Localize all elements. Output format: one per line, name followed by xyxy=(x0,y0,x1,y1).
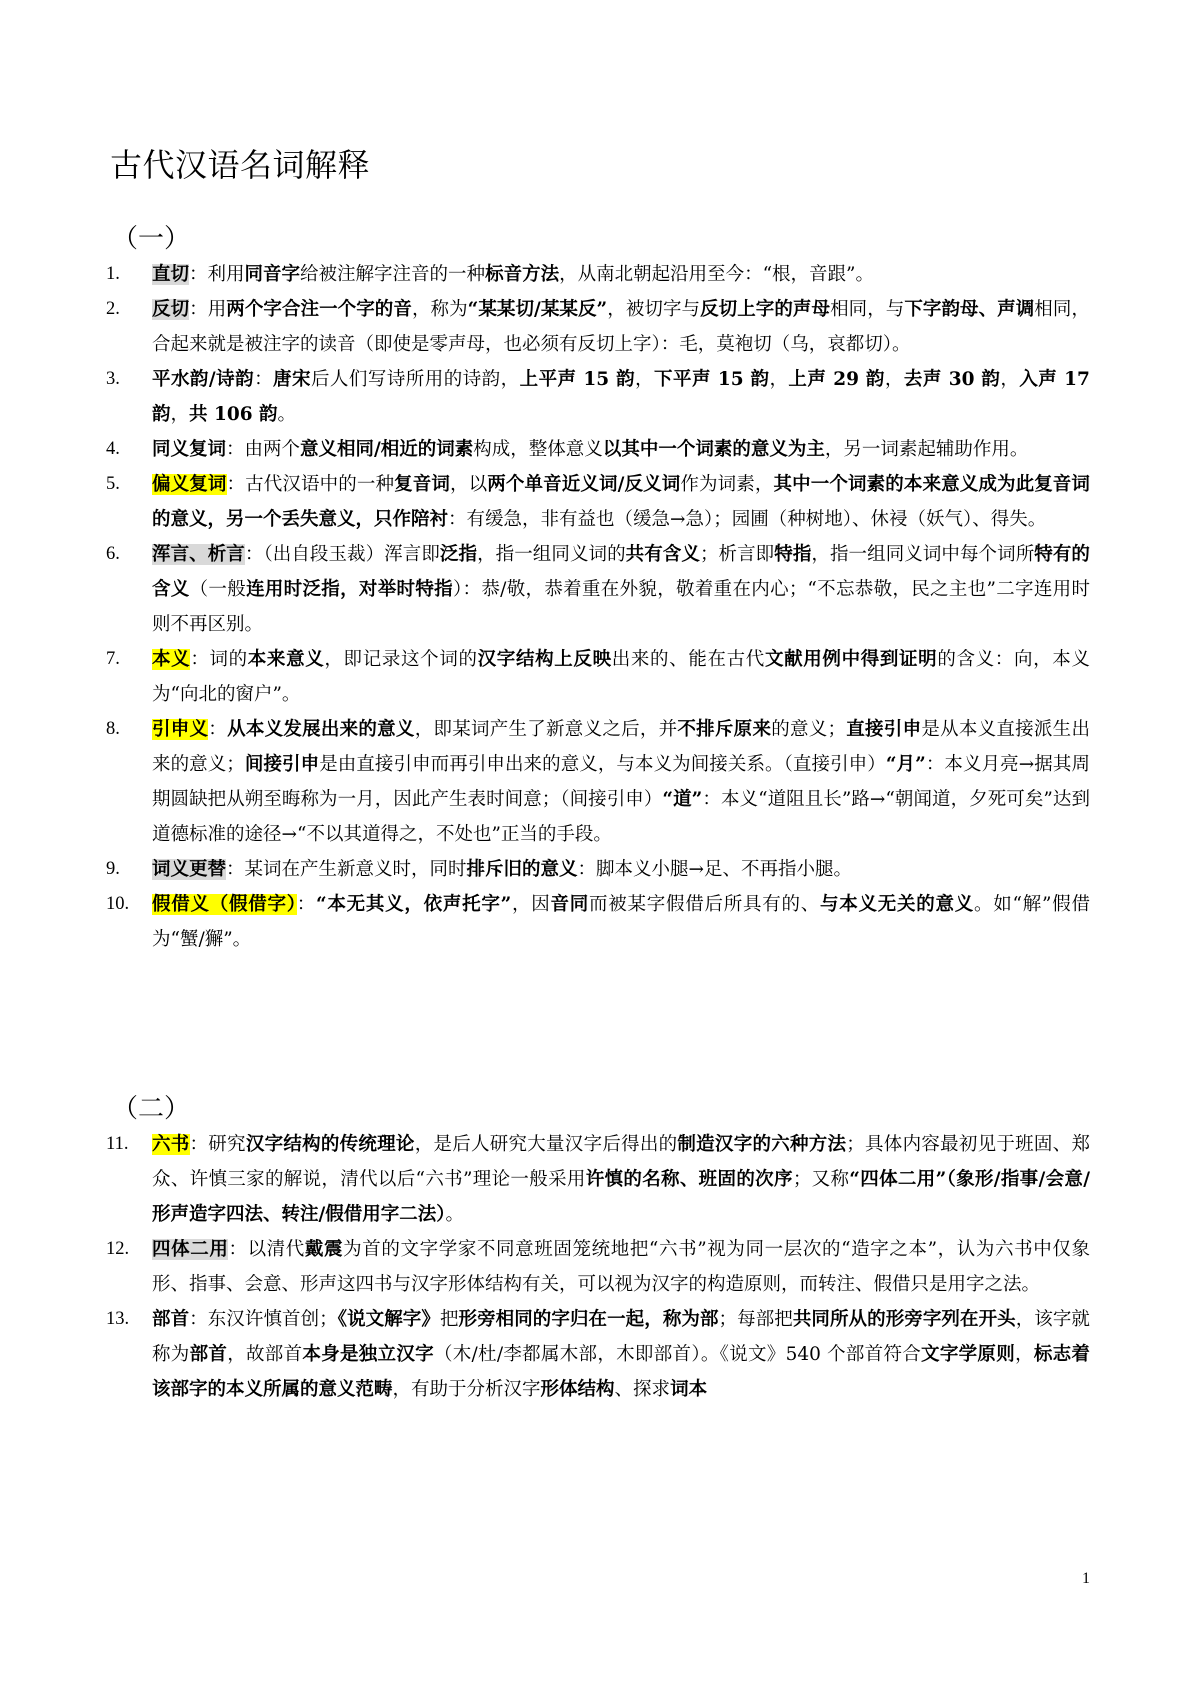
item-text: 。如“解”假借为“蟹/獬”。 xyxy=(152,894,1090,950)
item-bold-text: 间接引申 xyxy=(244,754,320,775)
page-title: 古代汉语名词解释 xyxy=(110,146,371,184)
item-text: 是从本义直接派生出来的意义； xyxy=(152,719,1090,775)
item-text: ，有助于分析汉字 xyxy=(392,1379,541,1400)
item-bold-text: 标音方法 xyxy=(485,264,560,285)
list-item xyxy=(0,852,1190,887)
item-bold-text: 制造汉字的六种方法 xyxy=(677,1134,847,1155)
item-bold-text: 从本义发展出来的意义 xyxy=(227,719,415,740)
item-bold-text: 文字学原则 xyxy=(921,1344,1016,1365)
item-bold-text: 词本 xyxy=(670,1379,708,1400)
item-bold-text: “四体二用”（象形/指事/会意/形声造字四法、转注/假借用字二法） xyxy=(152,1169,1090,1225)
item-text: 的意义； xyxy=(771,719,847,740)
item-text: ，即记录这个词的 xyxy=(324,649,478,670)
item-text: ：研究 xyxy=(189,1134,246,1155)
item-text: ：由两个 xyxy=(226,439,301,460)
item-text: ，是后人研究大量汉字后得出的 xyxy=(414,1134,678,1155)
item-text: ：本义月亮→据其周期圆缺把从朔至晦称为一月，因此产生表时间意；（间接引申） xyxy=(152,754,1090,810)
list-item xyxy=(0,292,1190,362)
term-list-1 xyxy=(0,257,1190,957)
list-item xyxy=(0,257,1190,292)
item-text: ，因 xyxy=(511,894,551,915)
item-text: 给被注解字注音的一种 xyxy=(300,264,486,285)
item-text: ， xyxy=(1015,1344,1034,1365)
item-bold-text: “月” xyxy=(885,754,926,775)
item-bold-text: 汉字结构的传统理论 xyxy=(245,1134,415,1155)
item-bold-text: 两个字合注一个字的音 xyxy=(226,299,412,320)
item-bold-text: 标志着该部字的本义所属的意义范畴 xyxy=(152,1344,1090,1400)
item-text: ， xyxy=(635,369,655,390)
item-text: ，即某词产生了新意义之后，并 xyxy=(414,719,678,740)
list-item xyxy=(0,1302,1190,1407)
item-bold-text: 连用时泛指，对举时特指 xyxy=(246,579,453,600)
item-text: 而被某字假借后所具有的、 xyxy=(589,894,821,915)
item-term: 词义更替 xyxy=(152,859,227,880)
item-bold-text: 共 106 韵 xyxy=(189,404,278,425)
item-term: 四体二用 xyxy=(152,1239,229,1260)
item-number: 3. xyxy=(106,369,120,389)
item-bold-text: 不排斥原来 xyxy=(677,719,772,740)
item-text: ：以清代 xyxy=(228,1239,305,1260)
list-item xyxy=(0,887,1190,957)
item-term: 平水韵/诗韵 xyxy=(152,369,255,390)
item-term: 浑言、析言 xyxy=(152,544,245,565)
item-bold-text: 《说文解字》 xyxy=(337,1309,440,1330)
item-text: ；析言即 xyxy=(699,544,775,565)
item-bold-text: 音同 xyxy=(550,894,590,915)
list-item xyxy=(0,712,1190,852)
item-text: （一般 xyxy=(189,579,247,600)
item-bold-text: 泛指 xyxy=(439,544,478,565)
item-text: 为首的文字学家不同意班固笼统地把“六书”视为同一层次的“造字之本”，认为六书中仅象形、指事、会意、形声这四书与汉字形体结构有关，可以视为汉字的构造原则，而转注、假借只是用字之法。 xyxy=(152,1239,1090,1295)
item-text: ：利用 xyxy=(189,264,245,285)
item-term: 本义 xyxy=(152,649,191,670)
list-item xyxy=(0,642,1190,712)
item-bold-text: 两个单音近义词/反义词 xyxy=(487,474,681,495)
item-number: 7. xyxy=(106,649,120,669)
item-text: ： xyxy=(254,369,274,390)
item-text: 构成，整体意义 xyxy=(473,439,603,460)
item-term: 部首 xyxy=(152,1309,190,1330)
item-text: ，另一词素起辅助作用。 xyxy=(824,439,1029,460)
item-text: 是由直接引申而再引申出来的意义，与本义为间接关系。（直接引申） xyxy=(319,754,886,775)
item-text: ；具体内容最初见于班固、郑众、许慎三家的解说，清代以后“六书”理论一般采用 xyxy=(152,1134,1090,1190)
item-bold-text: 同音字 xyxy=(244,264,301,285)
item-bold-text: “某某切/某某反” xyxy=(467,299,608,320)
item-term: 引申义 xyxy=(152,719,209,740)
item-text: ：某词在产生新意义时，同时 xyxy=(226,859,467,880)
item-text: ：词的 xyxy=(190,649,248,670)
item-number: 2. xyxy=(106,299,120,319)
item-bold-text: 排斥旧的意义 xyxy=(466,859,578,880)
item-term: 反切 xyxy=(152,299,190,320)
section-heading-1: （一） xyxy=(112,224,191,254)
item-text: ：（出自段玉裁）浑言即 xyxy=(244,544,440,565)
item-number: 4. xyxy=(106,439,120,459)
item-number: 11. xyxy=(106,1134,129,1154)
item-bold-text: 与本义无关的意义 xyxy=(820,894,975,915)
item-bold-text: 直接引申 xyxy=(846,719,922,740)
item-text: ；又称 xyxy=(792,1169,850,1190)
item-text: 后人们写诗所用的诗韵， xyxy=(310,369,520,390)
item-text: ：古代汉语中的一种 xyxy=(226,474,395,495)
item-term: 六书 xyxy=(152,1134,190,1155)
item-text: ，指一组同义词中每个词所 xyxy=(811,544,1035,565)
item-bold-text: 上平声 15 韵 xyxy=(519,369,636,390)
item-bold-text: “本无其义，依声托字” xyxy=(316,894,512,915)
item-bold-text: 特有的含义 xyxy=(152,544,1090,600)
item-bold-text: 去声 30 韵 xyxy=(903,369,1001,390)
item-bold-text: 复音词 xyxy=(394,474,450,495)
item-bold-text: 意义相同/相近的词素 xyxy=(300,439,474,460)
item-number: 8. xyxy=(106,719,120,739)
item-term: 假借义（假借字） xyxy=(152,894,297,915)
item-bold-text: 共同所从的形旁字列在开头 xyxy=(792,1309,1016,1330)
list-item xyxy=(0,432,1190,467)
item-text: ， xyxy=(1000,369,1020,390)
item-text: 相同，合起来就是被注字的读音（即使是零声母，也必须有反切上字）：毛，莫袍切（乌，哀都切）。 xyxy=(152,299,1090,355)
item-text: 相同，与 xyxy=(830,299,905,320)
item-text: ）：恭/敬，恭着重在外貌，敬着重在内心；“不忘恭敬，民之主也”二字连用时则不再区别。 xyxy=(152,579,1090,635)
item-number: 10. xyxy=(106,894,130,914)
item-bold-text: 戴震 xyxy=(304,1239,344,1260)
item-bold-text: 下字韵母、声调 xyxy=(904,299,1035,320)
item-text: ， xyxy=(884,369,904,390)
item-term: 同义复词 xyxy=(152,439,227,460)
item-text: ：脚本义小腿→足、不再指小腿。 xyxy=(577,859,853,880)
item-bold-text: 本来意义 xyxy=(247,649,325,670)
item-number: 9. xyxy=(106,859,120,879)
item-term: 直切 xyxy=(152,264,190,285)
item-bold-text: 部首 xyxy=(189,1344,228,1365)
list-item xyxy=(0,362,1190,432)
item-bold-text: 反切上字的声母 xyxy=(700,299,831,320)
item-text: ，称为 xyxy=(411,299,468,320)
item-bold-text: 唐宋 xyxy=(273,369,311,390)
item-text: （木/杜/李都属木部，木即部首）。《说文》540 个部首符合 xyxy=(433,1344,922,1365)
item-bold-text: 特指 xyxy=(774,544,812,565)
term-list-2 xyxy=(0,1127,1190,1407)
item-text: 出来的、能在古代 xyxy=(611,649,765,670)
item-text: ，以 xyxy=(449,474,488,495)
item-text: 。 xyxy=(277,404,297,425)
item-text: ：有缓急，非有益也（缓急→急）；园圃（种树地）、休祲（妖气）、得失。 xyxy=(448,509,1047,530)
item-text: ，指一组同义词的 xyxy=(477,544,626,565)
section-heading-2: （二） xyxy=(112,1094,191,1124)
item-bold-text: 入声 17 韵 xyxy=(152,369,1090,425)
item-text: ， xyxy=(769,369,789,390)
item-number: 6. xyxy=(106,544,120,564)
item-text: 、探求 xyxy=(614,1379,671,1400)
list-item xyxy=(0,467,1190,537)
item-text: ：东汉许慎首创； xyxy=(189,1309,338,1330)
item-bold-text: 本身是独立汉字 xyxy=(302,1344,434,1365)
item-bold-text: 形旁相同的字归在一起，称为部 xyxy=(458,1309,719,1330)
item-text: ；每部把 xyxy=(718,1309,793,1330)
item-text: ，该字就称为 xyxy=(152,1309,1090,1365)
list-item xyxy=(0,1127,1190,1232)
item-text: ，故部首 xyxy=(227,1344,303,1365)
item-text: ：用 xyxy=(189,299,227,320)
item-text: ，被切字与 xyxy=(607,299,701,320)
item-number: 13. xyxy=(106,1309,130,1329)
item-bold-text: “道” xyxy=(662,789,703,810)
list-item xyxy=(0,1232,1190,1302)
item-bold-text: 上声 29 韵 xyxy=(788,369,885,390)
item-text: 作为词素， xyxy=(680,474,774,495)
item-bold-text: 形体结构 xyxy=(540,1379,615,1400)
item-number: 5. xyxy=(106,474,120,494)
item-text: ，从南北朝起沿用至今：“根，音跟”。 xyxy=(559,264,874,285)
item-bold-text: 汉字结构上反映 xyxy=(477,649,612,670)
item-number: 12. xyxy=(106,1239,130,1259)
list-item xyxy=(0,537,1190,642)
item-bold-text: 以其中一个词素的意义为主 xyxy=(602,439,825,460)
item-text: ：本义“道阻且长”路→“朝闻道，夕死可矣”达到道德标准的途径→“不以其道得之，不处也”正当的手段。 xyxy=(152,789,1090,845)
item-text: 。 xyxy=(445,1204,465,1225)
item-text: ， xyxy=(170,404,190,425)
item-bold-text: 共有含义 xyxy=(625,544,700,565)
item-term: 偏义复词 xyxy=(152,474,227,495)
item-bold-text: 许慎的名称、班固的次序 xyxy=(585,1169,793,1190)
item-text: 把 xyxy=(439,1309,459,1330)
item-bold-text: 下平声 15 韵 xyxy=(654,369,770,390)
item-text: ： xyxy=(296,894,316,915)
item-bold-text: 其中一个词素的本来意义成为此复音词的意义，另一个丢失意义，只作陪衬 xyxy=(152,474,1090,530)
item-number: 1. xyxy=(106,264,120,284)
item-text: ： xyxy=(208,719,228,740)
item-text: 的含义：向，本义为“向北的窗户”。 xyxy=(152,649,1090,705)
page-number: 1 xyxy=(1082,1570,1090,1587)
item-bold-text: 文献用例中得到证明 xyxy=(764,649,938,670)
